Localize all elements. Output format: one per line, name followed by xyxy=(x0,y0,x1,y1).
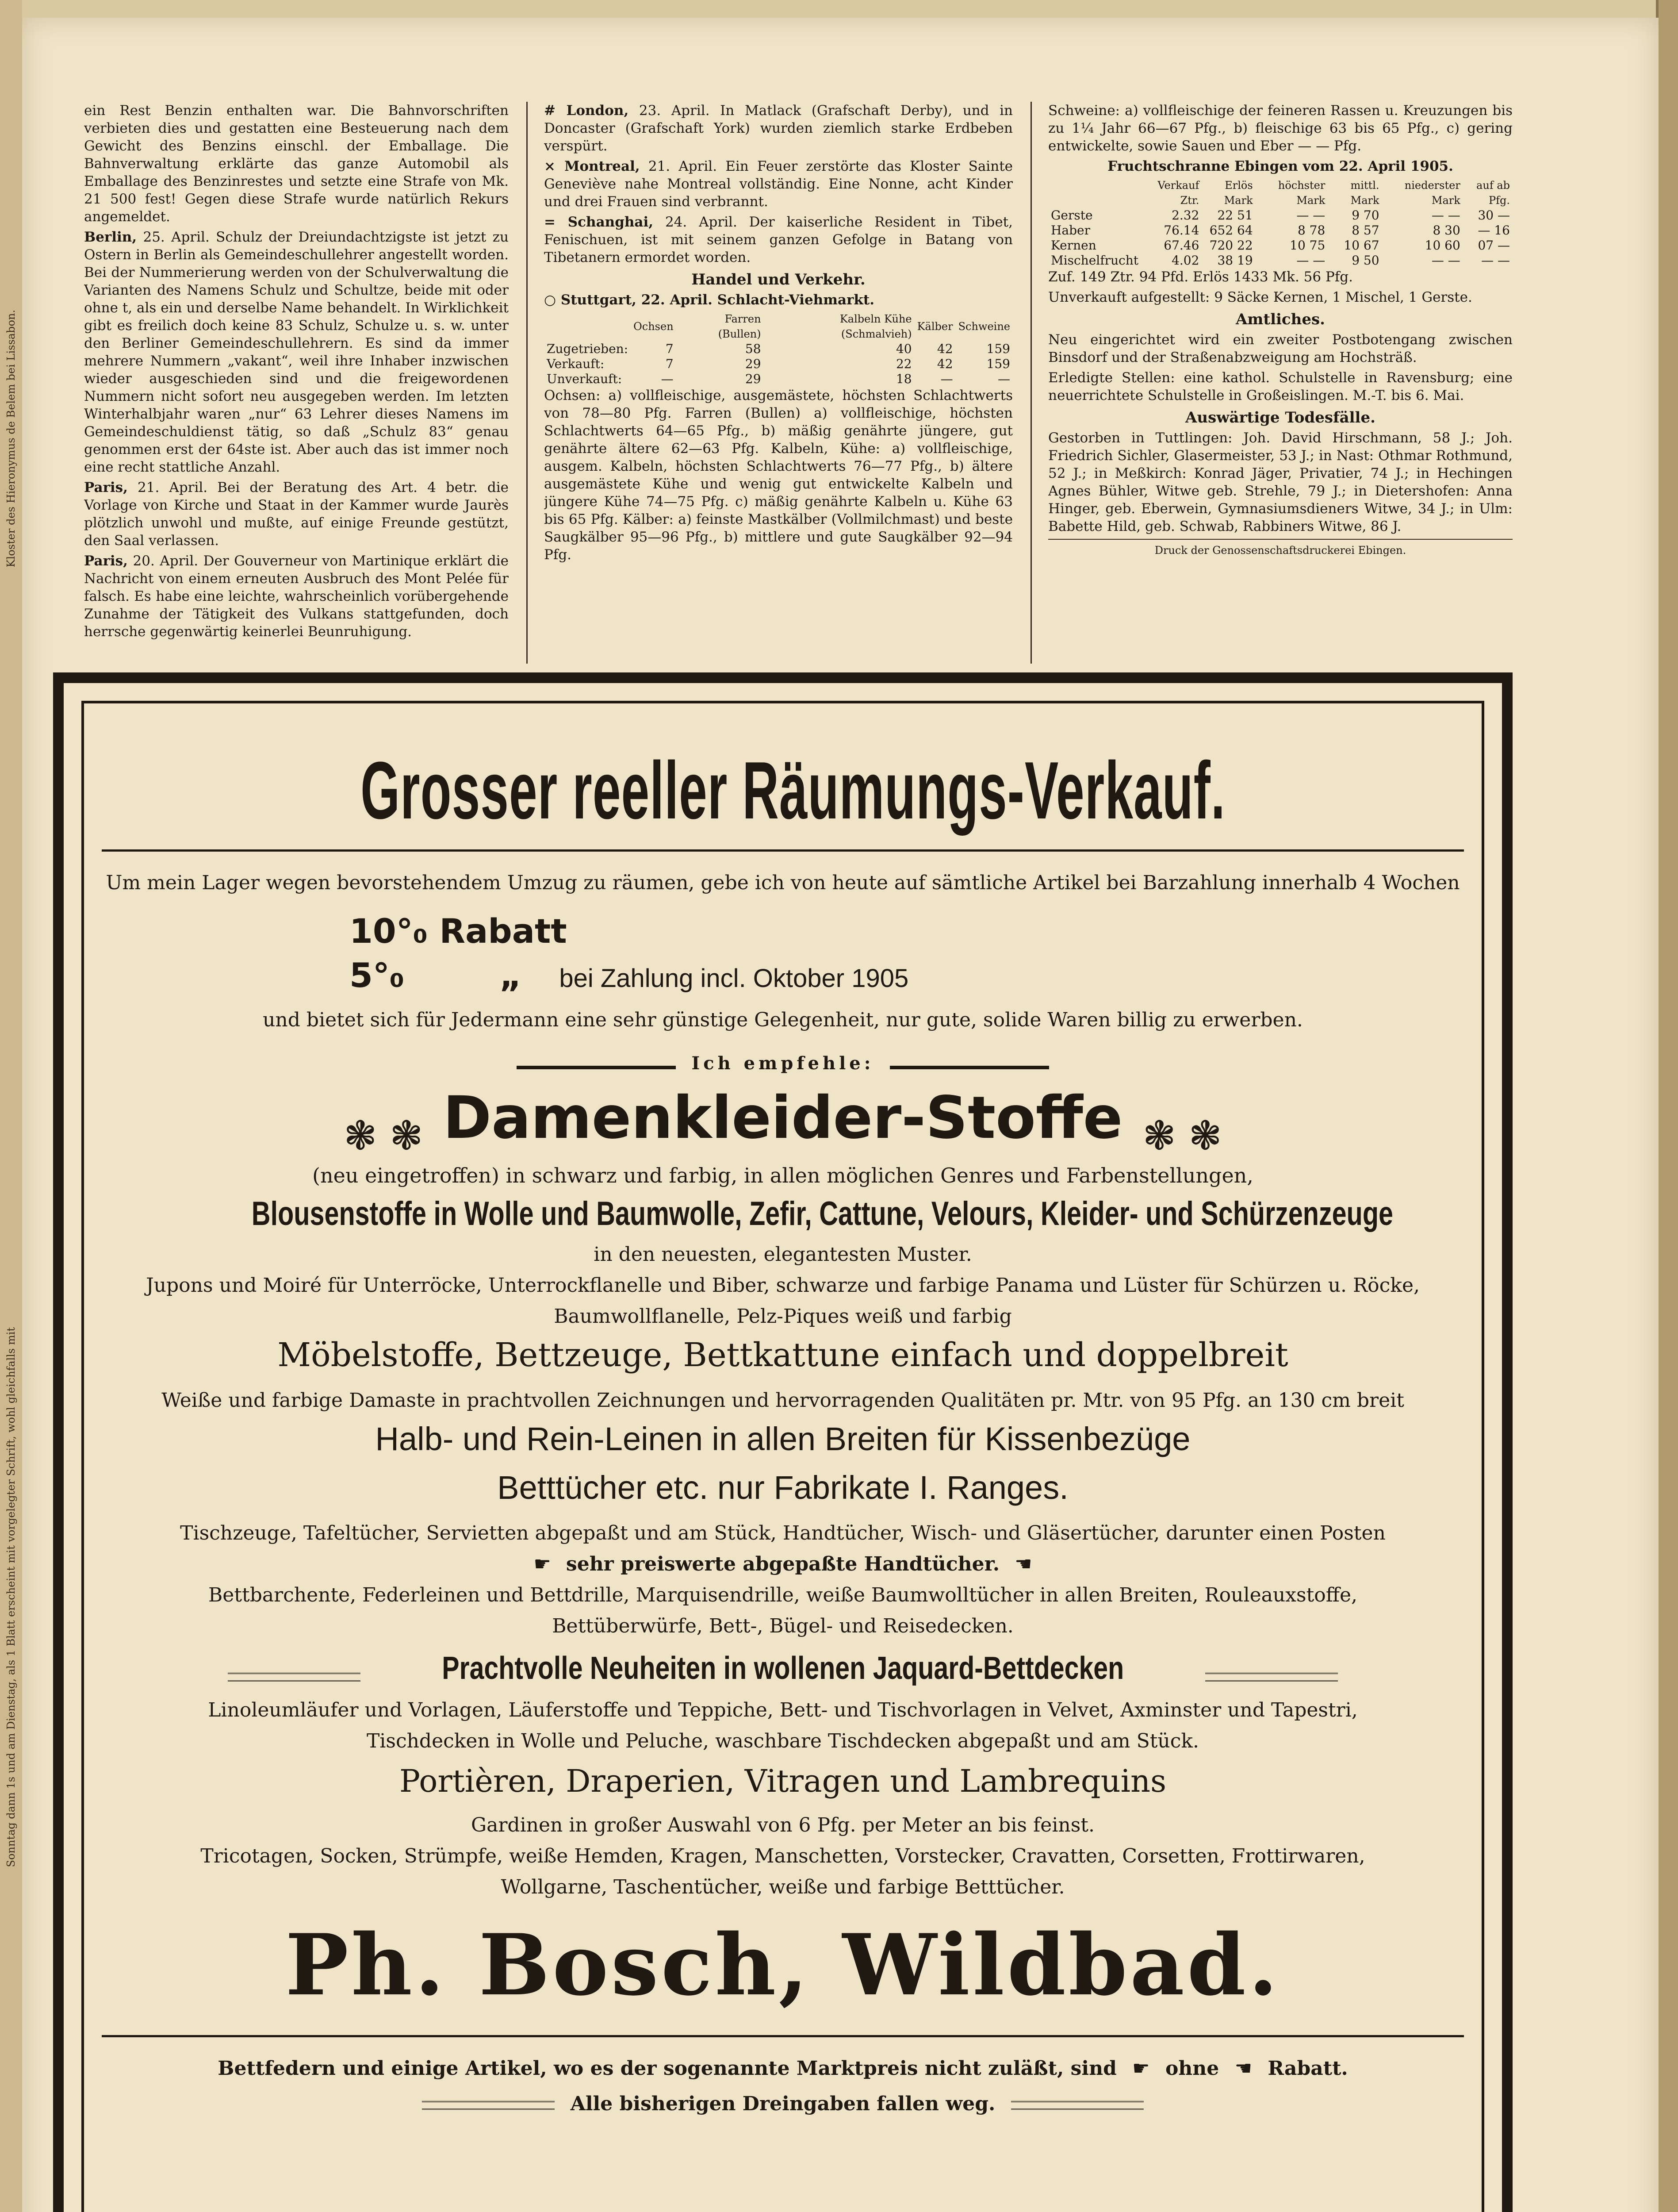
spine-text-lower: Sonntag dann 1s und am Dienstag, als 1 Blatt erscheint mit vorgelegter Schrift, wohl gleichfalls mit xyxy=(5,1327,17,1867)
news-columns xyxy=(84,102,1513,664)
table-header-row xyxy=(544,311,1013,342)
discount-5-percent: 5°₀ xyxy=(349,956,405,995)
article-text: 20. April. Der Gouverneur von Martinique erklärt die Nachricht von einem erneuten Ausbruch des Mont Pelée für falsch. Es habe eine leichte, wahrscheinlich vorübergehende Zunahme der Tätigkeit des Vulkans stattgefunden, doch herrsche gegenwärtig keinerlei Beunruhigung. xyxy=(84,553,509,640)
table-cell: 38 19 xyxy=(1217,253,1253,268)
footer-line-2 xyxy=(102,2093,1464,2115)
table-cell: 7 xyxy=(665,342,674,356)
recommend-label: Ich empfehle: xyxy=(691,1053,874,1074)
table-cell: 76.14 xyxy=(1164,223,1199,238)
table-header: niederster Mark xyxy=(1404,179,1460,207)
table-cell: 58 xyxy=(745,342,761,356)
article-text: 21. April. Ein Feuer zerstörte das Kloster Sainte Geneviève nahe Montreal vollständig. Eine Nonne, acht Kinder und drei Frauen sind verbrannt. xyxy=(544,158,1013,210)
article-paris-2 xyxy=(84,552,509,641)
tricot-line-2: Wollgarne, Taschentücher, weiße und farbige Betttücher. xyxy=(501,1876,1065,1898)
table-cell: 4.02 xyxy=(1172,253,1199,268)
handtuecher-text: sehr preiswerte abgepaßte Handtücher. xyxy=(566,1553,1000,1575)
table-cell: 720 22 xyxy=(1209,238,1253,253)
table-cell: 8 30 xyxy=(1433,223,1460,238)
table-cell: 42 xyxy=(937,357,953,371)
table-cell: 40 xyxy=(896,342,912,356)
moebel-line: Möbelstoffe, Bettzeuge, Bettkattune einfach und doppelbreit xyxy=(277,1336,1288,1374)
divider xyxy=(102,849,1464,852)
dateline: = Schanghai, xyxy=(544,214,654,230)
grain-market-table xyxy=(1048,178,1513,268)
flower-ornament-icon: ❃ ❃ xyxy=(1142,1113,1222,1159)
pointing-hand-left-icon: ☚ xyxy=(1234,2057,1253,2080)
table-cell: 159 xyxy=(986,342,1010,356)
ditto-mark: „ xyxy=(499,956,522,995)
pracht-line xyxy=(102,1650,1464,1686)
column-rule xyxy=(1031,102,1032,664)
ornament-rule xyxy=(228,1673,360,1682)
table-cell: 9 70 xyxy=(1352,208,1379,223)
table-cell: Unverkauft: xyxy=(547,372,622,386)
blouse-line: Blousenstoffe in Wolle und Baumwolle, Zefir, Cattune, Velours, Kleider- und Schürzenzeuge xyxy=(251,1195,1394,1233)
table-header: Verkauf Ztr. xyxy=(1157,179,1199,207)
discount-5 xyxy=(349,956,908,995)
table-header: Erlös Mark xyxy=(1224,179,1253,207)
blouse-sub: in den neuesten, elegantesten Muster. xyxy=(594,1243,972,1266)
damen-heading: Damenkleider-Stoffe xyxy=(443,1084,1123,1152)
table-cell: 9 50 xyxy=(1352,253,1379,268)
table-cell: Gerste xyxy=(1051,208,1093,223)
dateline: Berlin, xyxy=(84,229,137,245)
table-cell: — xyxy=(998,372,1010,386)
divider xyxy=(517,1066,676,1069)
linoleum-line-1: Linoleumläufer und Vorlagen, Läuferstoffe und Teppiche, Bett- und Tischvorlagen in Velvet, Axminster und Tapestri, xyxy=(208,1699,1358,1721)
table-cell: — — xyxy=(1431,208,1460,223)
grain-unsold: Unverkauft aufgestellt: 9 Säcke Kernen, 1 Mischel, 1 Gerste. xyxy=(1048,289,1472,305)
table-header: Schweine xyxy=(958,320,1010,333)
table-header: Ochsen xyxy=(633,320,674,333)
table-header: höchster Mark xyxy=(1278,179,1326,207)
pig-prices: Schweine: a) vollfleischige der feineren Rassen u. Kreuzungen bis zu 1¼ Jahr 66—67 Pfg., b) fleischige 63 bis 65 Pfg., c) gering entwickelte, sowie Sauen und Eber — — Pfg. xyxy=(1048,103,1513,154)
ornament-rule xyxy=(1205,1673,1338,1682)
table-header xyxy=(1048,178,1141,208)
discount-5-condition: bei Zahlung incl. Oktober 1905 xyxy=(559,964,909,993)
official-notice: Neu eingerichtet wird ein zweiter Postbotengang zwischen Binsdorf und der Straßenabzweigung am Hochsträß. xyxy=(1048,332,1513,365)
footer-ohne: ohne xyxy=(1165,2057,1219,2080)
ornament-rule xyxy=(422,2101,555,2110)
article-berlin xyxy=(84,228,509,476)
table-header: Kalbeln Kühe (Schmalvieh) xyxy=(839,313,912,340)
table-cell: — xyxy=(940,372,953,386)
leinen-line: Halb- und Rein-Leinen in allen Breiten für Kissenbezüge xyxy=(375,1421,1191,1457)
table-header: auf ab Pfg. xyxy=(1476,179,1510,207)
printer-imprint: Druck der Genossenschaftsdruckerei Ebingen. xyxy=(1048,539,1513,559)
table-cell: Mischelfrucht xyxy=(1051,253,1138,268)
jupons-line-2: Baumwollflanelle, Pelz-Piques weiß und farbig xyxy=(554,1305,1012,1328)
table-cell: 67.46 xyxy=(1164,238,1199,253)
dateline: × Montreal, xyxy=(544,158,640,174)
recommend-line xyxy=(102,1053,1464,1074)
obituaries: Gestorben in Tuttlingen: Joh. David Hirschmann, 58 J.; Joh. Friedrich Sichler, Glasermeister, 53 J.; in Nast: Othmar Rothmund, 52 J.; in Meßkirch: Konrad Jäger, Privatier, 74 J.; in Hechingen Agnes Bühler, Witwe geb. Strehle, 79 J.; in Dietershofen: Anna Hinger, geb. Eberwein, Gymnasiumsdieners Witwe, 34 J.; in Ulm: Babette Hild, geb. Schwab, Rabbiners Witwe, 86 J. xyxy=(1048,430,1513,534)
table-cell: — — xyxy=(1296,208,1326,223)
ad-intro: Um mein Lager wegen bevorstehendem Umzug zu räumen, gebe ich von heute auf sämtliche Artikel bei Barzahlung innerhalb 4 Wochen xyxy=(106,872,1460,894)
jupons-line-1: Jupons und Moiré für Unterröcke, Unterrockflanelle und Biber, schwarze und farbige Panama und Lüster für Schürzen u. Röcke, xyxy=(146,1274,1420,1297)
table-header: mittl. Mark xyxy=(1350,179,1379,207)
divider xyxy=(890,1066,1049,1069)
section-heading-amtliches: Amtliches. xyxy=(1236,311,1325,328)
table-row xyxy=(1048,253,1513,268)
merchant-name: Ph. Bosch, Wildbad. xyxy=(285,1916,1280,2014)
table-header: Farren (Bullen) xyxy=(718,313,761,340)
table-cell: 10 60 xyxy=(1425,238,1460,253)
table-cell: 2.32 xyxy=(1172,208,1199,223)
section-heading-obituaries: Auswärtige Todesfälle. xyxy=(1185,409,1375,426)
table-cell: 30 — xyxy=(1478,208,1510,223)
column-3 xyxy=(1048,102,1513,664)
dateline: # London, xyxy=(544,103,629,119)
betttuecher-line: Betttücher etc. nur Fabrikate I. Ranges. xyxy=(497,1469,1069,1506)
table-cell: — — xyxy=(1296,253,1326,268)
market-dateline: ○ Stuttgart, 22. April. Schlacht-Viehmarkt. xyxy=(544,292,875,308)
table-cell: 159 xyxy=(986,357,1010,371)
advertisement-inner-frame xyxy=(81,701,1484,2212)
article-text: 24. April. Der kaiserliche Resident in Tibet, Fenischuen, ist mit seinem ganzen Gefolge in Batang von Tibetanern ermordet worden. xyxy=(544,214,1013,265)
ad-offer: und bietet sich für Jedermann eine sehr günstige Gelegenheit, nur gute, solide Waren billig zu erwerben. xyxy=(263,1009,1303,1031)
footer-line-1 xyxy=(102,2057,1464,2080)
table-cell: 652 64 xyxy=(1209,223,1253,238)
table-cell: Verkauft: xyxy=(547,357,605,371)
table-cell: 29 xyxy=(745,357,761,371)
vacant-positions: Erledigte Stellen: eine kathol. Schulstelle in Ravensburg; eine neuerrichtete Schulstelle in Großeislingen. M.-T. bis 6. Mai. xyxy=(1048,370,1513,403)
table-header-row xyxy=(1048,178,1513,208)
article-text: 21. April. Bei der Beratung des Art. 4 betr. die Vorlage von Kirche und Staat in der Kammer wurde Jaurès plötzlich unwohl und mußte, auf einige Freunde gestützt, den Saal verlassen. xyxy=(84,480,509,549)
article-montreal xyxy=(544,157,1013,211)
table-cell: — — xyxy=(1481,253,1510,268)
cattle-prices: Ochsen: a) vollfleischige, ausgemästete, höchsten Schlachtwerts von 78—80 Pfg. Farren (Bullen) a) vollfleischige, höchsten Schlachtwerts 64—65 Pfg., b) mäßig genährte jüngere, gut genährte ältere 62—63 Pfg. Kalbeln, Kühe: a) vollfleischige, ausgem. Kalbeln, höchsten Schlachtwerts 76—77 Pfg., b) ältere ausgemästete Kühe und wenig gut entwickelte Kalbeln und jüngere Kühe 74—75 Pfg. c) mäßig genährte Kalbeln u. Kühe 63 bis 65 Pfg. Kälber: a) feinste Mastkälber (Vollmilchmast) und beste Saugkälber 95—96 Pfg., b) mittlere und gute Saugkälber 92—94 Pfg. xyxy=(544,388,1013,563)
damaste-line: Weiße und farbige Damaste in prachtvollen Zeichnungen und hervorragenden Qualitäten pr. Mtr. von 95 Pfg. an 130 cm breit xyxy=(161,1389,1404,1412)
column-2 xyxy=(544,102,1013,664)
table-cell: 22 xyxy=(896,357,912,371)
tricot-line-1: Tricotagen, Socken, Strümpfe, weiße Hemden, Kragen, Manschetten, Vorstecker, Cravatten, Corsetten, Frottirwaren, xyxy=(200,1845,1365,1867)
damen-sub: (neu eingetroffen) in schwarz und farbig, in allen möglichen Genres und Farbenstellungen, xyxy=(312,1164,1253,1187)
ad-title: Grosser reeller Räumungs-Verkauf. xyxy=(360,745,1226,836)
flower-ornament-icon: ❃ ❃ xyxy=(344,1113,423,1159)
table-cell: — xyxy=(661,372,674,386)
article-benzin: ein Rest Benzin enthalten war. Die Bahnvorschriften verbieten dies und gestatten eine Besteuerung nach dem Gewicht des Benzins einschl. der Emballage. Die Bahnverwaltung erklärte das ganze Automobil als Emballage des Benzinrestes und setzte eine Strafe von Mk. 21 500 fest! Gegen diese Strafe wurde natürlich Rekurs angemeldet. xyxy=(84,103,509,225)
page-stack-edge xyxy=(1656,0,1678,2212)
spine-text-upper: Kloster des Hieronymus de Belem bei Lissabon. xyxy=(5,310,17,568)
damen-line xyxy=(102,1084,1464,1159)
table-row xyxy=(544,342,1013,357)
dateline: Paris, xyxy=(84,553,128,569)
barchent-line-2: Bettüberwürfe, Bett-, Bügel- und Reisedecken. xyxy=(552,1615,1014,1637)
table-cell: 10 67 xyxy=(1344,238,1379,253)
table-row xyxy=(544,357,1013,372)
pointing-hand-right-icon: ☛ xyxy=(533,1553,551,1575)
table-cell: Haber xyxy=(1051,223,1090,238)
pracht-heading: Prachtvolle Neuheiten in wollenen Jaquard-Bettdecken xyxy=(442,1651,1124,1686)
article-london xyxy=(544,102,1013,155)
ornament-rule xyxy=(1011,2101,1144,2110)
article-paris-1 xyxy=(84,479,509,549)
pointing-hand-right-icon: ☛ xyxy=(1132,2057,1150,2080)
table-cell: Kernen xyxy=(1051,238,1096,253)
footer-rabatt: Rabatt. xyxy=(1268,2057,1348,2080)
section-heading-handel: Handel und Verkehr. xyxy=(691,271,866,288)
table-cell: 29 xyxy=(745,372,761,386)
cattle-market-table xyxy=(544,311,1013,387)
table-cell: 42 xyxy=(937,342,953,356)
table-cell: 8 78 xyxy=(1297,223,1326,238)
table-cell: Zugetrieben: xyxy=(547,342,628,356)
grain-market-heading: Fruchtschranne Ebingen vom 22. April 1905. xyxy=(1107,158,1453,174)
divider xyxy=(102,2035,1464,2037)
linoleum-line-2: Tischdecken in Wolle und Peluche, waschbare Tischdecken abgepaßt und am Stück. xyxy=(366,1730,1199,1752)
article-text: 25. April. Schulz der Dreiundachtzigste ist jetzt zu Ostern in Berlin als Gemeindeschullehrer angestellt worden. Bei der Nummerierung werden von der Schulverwaltung die Varianten des Namens Schulz und Schultze, beide mit oder ohne t, als ein und derselbe Name behandelt. In Wirklichkeit gibt es freilich doch keine 83 Schulz, Schulze u. s. w. unter den Berliner Gemeindeschullehrern. Es sind da immer mehrere Nummern „vakant“, weil ihre Inhaber inzwischen wieder ausgeschieden sind und die freigewordenen Nummern nicht sofort neu ausgegeben werden. Im letzten Winterhalbjahr waren „nur“ 63 Lehrer dieses Namens im Gemeindeschuldienst tätig, so daß „Schulz 83“ genau genommen erst der 64ste ist. Aber auch das ist immer noch eine recht stattliche Anzahl. xyxy=(84,229,509,475)
grain-total: Zuf. 149 Ztr. 94 Pfd. Erlös 1433 Mk. 56 Pfg. xyxy=(1048,269,1353,285)
binding-edge xyxy=(0,0,22,2212)
column-1 xyxy=(84,102,509,664)
advertisement-frame xyxy=(53,672,1513,2212)
gardinen-line: Gardinen in großer Auswahl von 6 Pfg. per Meter an bis feinst. xyxy=(471,1814,1095,1836)
pointing-hand-left-icon: ☚ xyxy=(1015,1553,1032,1575)
barchent-line-1: Bettbarchente, Federleinen und Bettdrille, Marquisendrille, weiße Baumwolltücher in allen Breiten, Rouleauxstoffe, xyxy=(208,1584,1358,1606)
portieren-line: Portièren, Draperien, Vitragen und Lambrequins xyxy=(399,1763,1167,1799)
tischzeuge-line: Tischzeuge, Tafeltücher, Servietten abgepaßt und am Stück, Handtücher, Wisch- und Gläsertücher, darunter einen Posten xyxy=(180,1522,1386,1544)
table-row xyxy=(544,372,1013,387)
dateline: Paris, xyxy=(84,480,128,495)
table-cell: — 16 xyxy=(1478,223,1510,238)
table-cell: 07 — xyxy=(1478,238,1510,253)
footer-text: Bettfedern und einige Artikel, wo es der sogenannte Marktpreis nicht zuläßt, sind xyxy=(218,2057,1117,2080)
column-rule xyxy=(526,102,528,664)
table-header xyxy=(544,311,631,342)
table-cell: 7 xyxy=(665,357,674,371)
table-cell: 10 75 xyxy=(1290,238,1326,253)
article-text: 23. April. In Matlack (Grafschaft Derby), und in Doncaster (Grafschaft York) wurden ziemlich starke Erdbeben verspürt. xyxy=(544,103,1013,154)
table-cell: 18 xyxy=(896,372,912,386)
footer-dreingaben: Alle bisherigen Dreingaben fallen weg. xyxy=(570,2093,996,2115)
table-row xyxy=(1048,223,1513,238)
table-row xyxy=(1048,208,1513,223)
table-cell: 8 57 xyxy=(1352,223,1379,238)
article-schanghai xyxy=(544,213,1013,266)
table-header: Kälber xyxy=(917,320,953,333)
handtuecher-line xyxy=(102,1553,1464,1575)
table-cell: 22 51 xyxy=(1217,208,1253,223)
discount-10: 10°₀ Rabatt xyxy=(349,911,567,951)
table-row xyxy=(1048,238,1513,253)
table-cell: — — xyxy=(1431,253,1460,268)
